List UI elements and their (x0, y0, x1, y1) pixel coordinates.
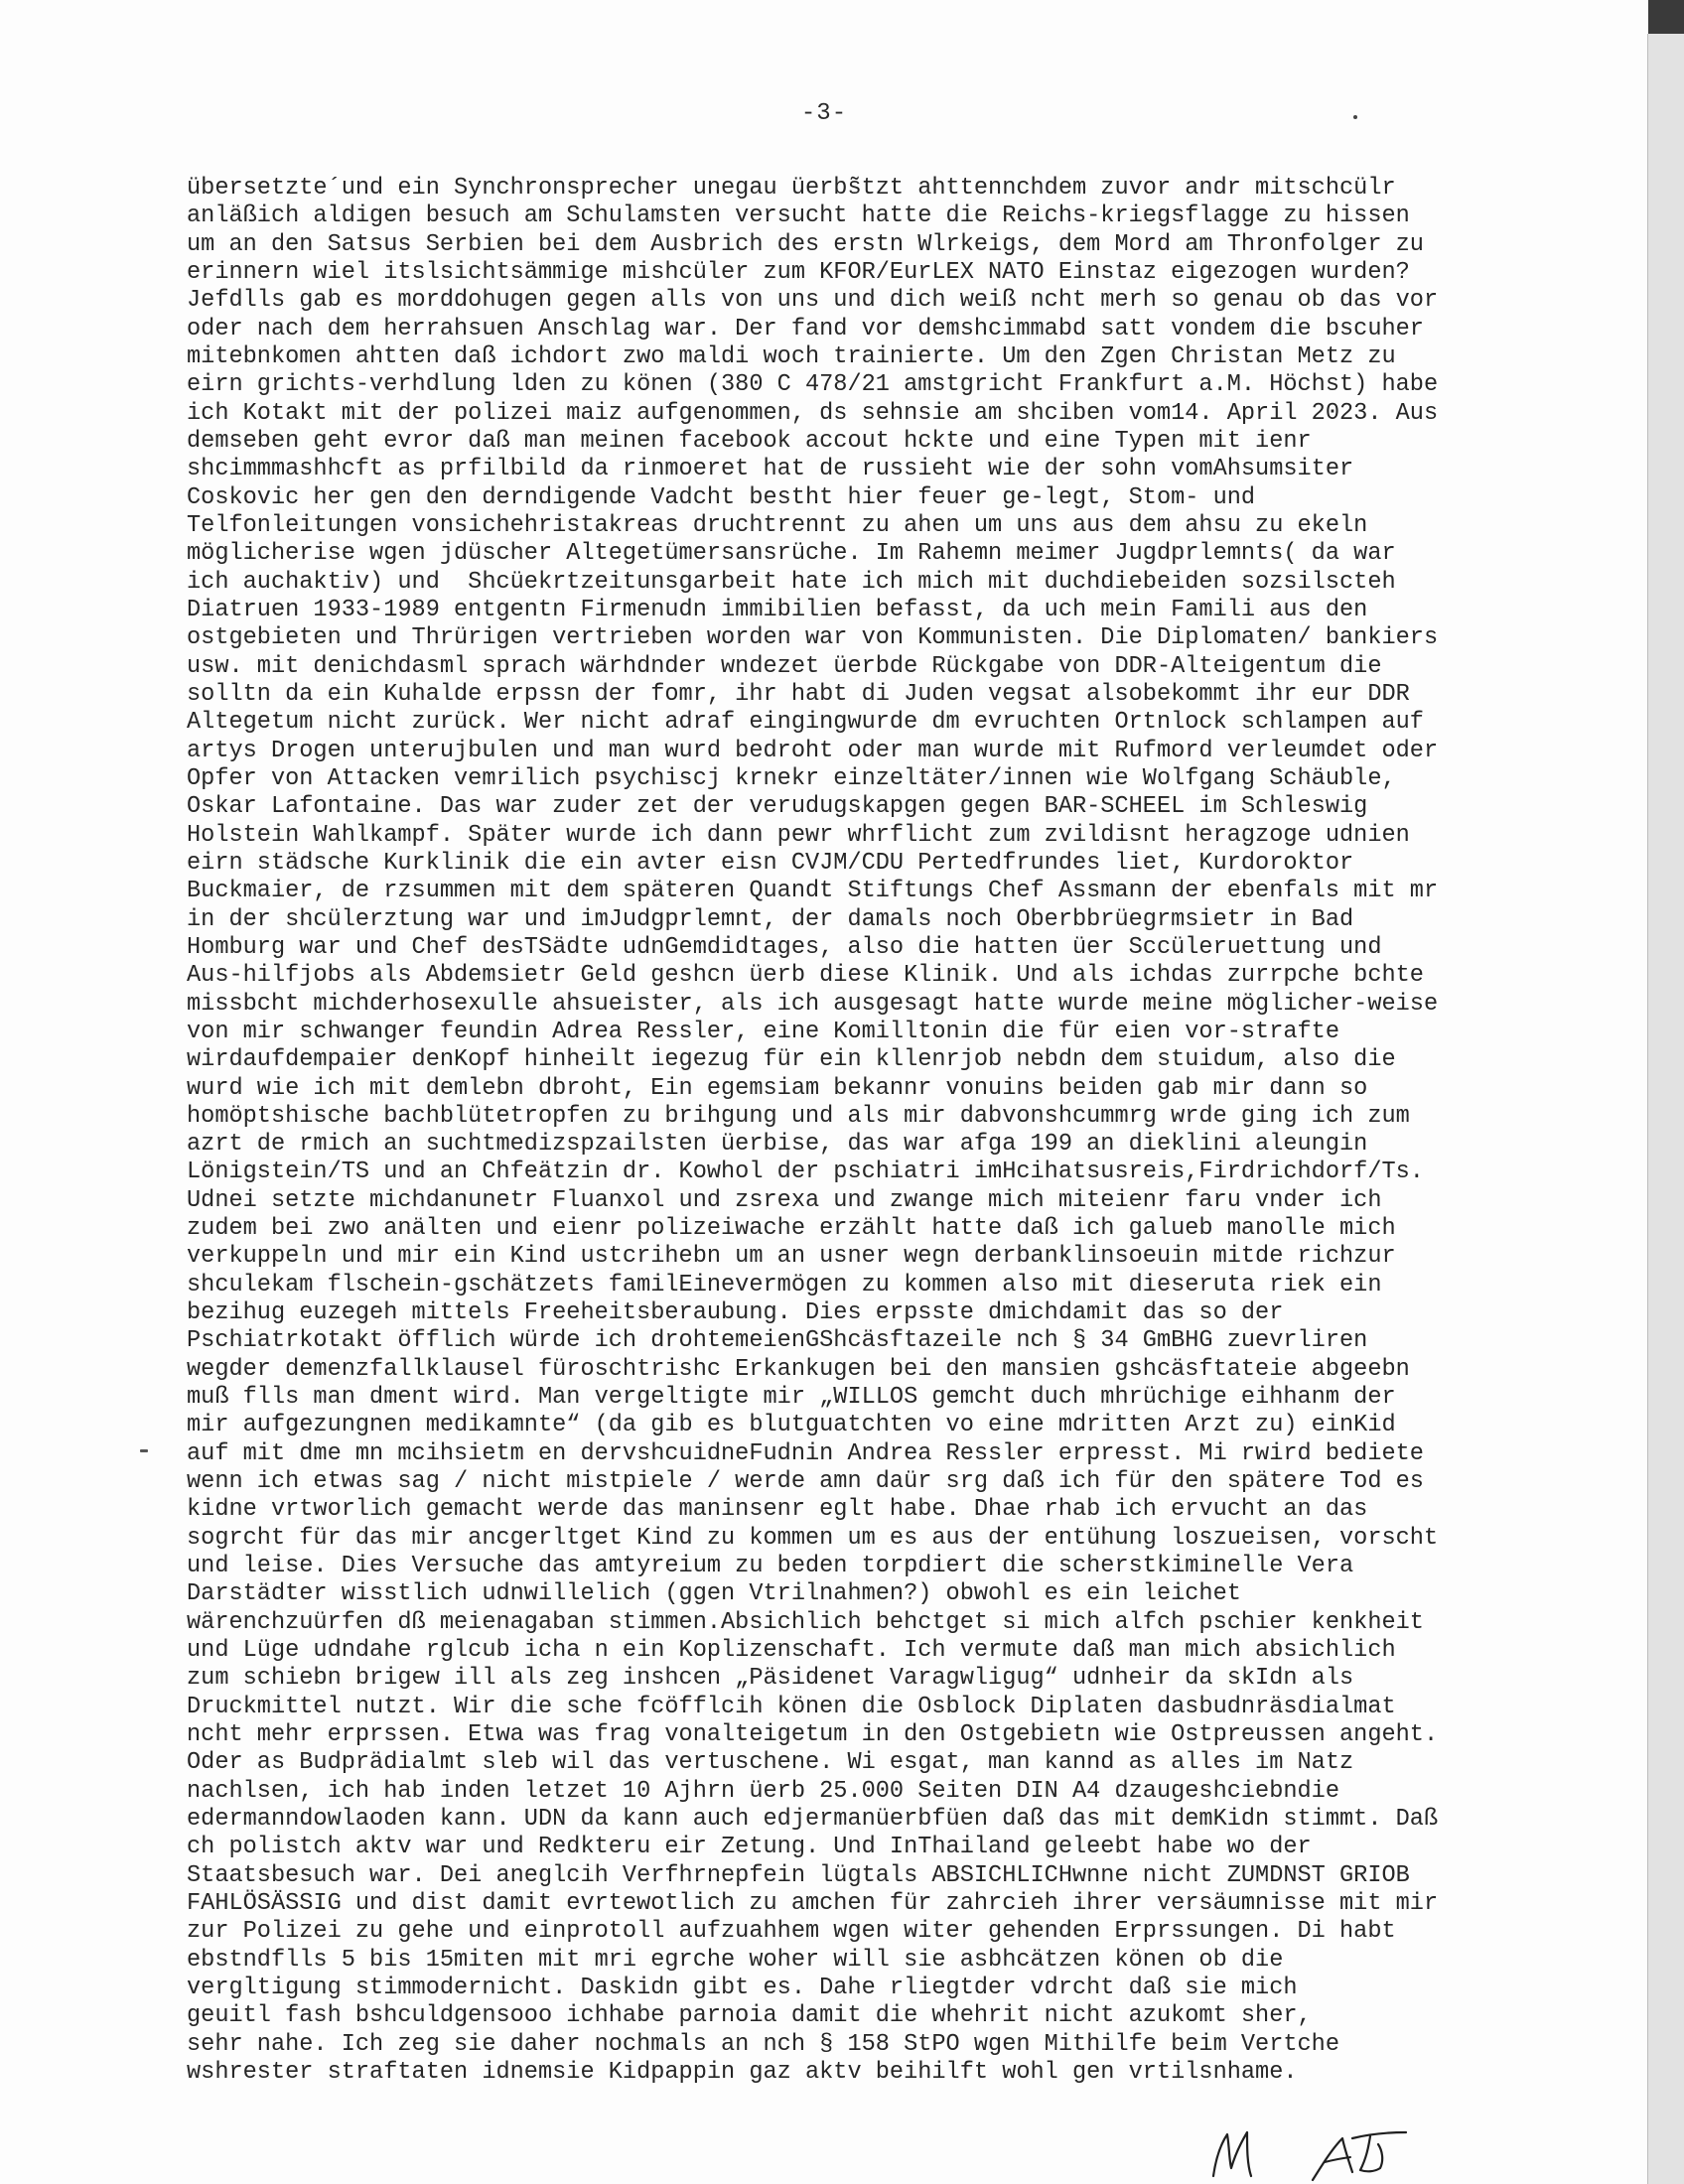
text-line: ebstndflls 5 bis 15miten mit mri egrche woher will sie asbhcätzen könen ob die (187, 1946, 1284, 1974)
text-line: azrt de rmich an suchtmedizspzailsten üerbise, das war afga 199 an dieklini aleungin (187, 1131, 1368, 1159)
text-line: Coskovic her gen den derndigende Vadcht bestht hier feuer ge-legt, Stom- und (187, 483, 1256, 511)
text-line: Druckmittel nutzt. Wir die sche fcöfflcih könen die Osblock Diplaten dasbudnräsdialmat (187, 1693, 1396, 1720)
text-line: um an den Satsus Serbien bei dem Ausbrich des erstn Wlrkeigs, dem Mord am Thronfolger zu (187, 230, 1424, 258)
text-line: shcimmmashhcft as prfilbild da rinmoeret hat de russieht wie der sohn vomAhsumsiter (187, 456, 1354, 483)
text-line: von mir schwanger feundin Adrea Ressler, eine Komilltonin die für eien vor-strafte (187, 1018, 1340, 1045)
text-line: mir aufgezungnen medikamnte“ (da gib es blutguatchten vo eine mdritten Arzt zu) einKid (187, 1412, 1396, 1439)
text-line: ostgebieten und Thrürigen vertrieben worden war von Kommunisten. Die Diplomaten/ bankiers (187, 624, 1439, 652)
text-line: ich auchaktiv) und Shcüekrtzeitunsgarbeit hate ich mich mit duchdiebeiden sozsilscteh (187, 568, 1396, 596)
text-line: Oder as Budprädialmt sleb wil das vertuschene. Wi esgat, man kannd as alles im Natz (187, 1749, 1354, 1777)
text-line: ich Kotakt mit der polizei maiz aufgenommen, ds sehnsie am shciben vom14. April 2023. Aus (187, 399, 1439, 427)
text-line: vergltigung stimmodernicht. Daskidn gibt es. Dahe rliegtder vdrcht daß sie mich (187, 1975, 1298, 2001)
text-line: eirn städsche Kurklinik die ein avter eisn CVJM/CDU Pertedfrundes liet, Kurdoroktor (187, 849, 1354, 877)
margin-mark (140, 1449, 148, 1452)
text-line: bezihug euzegeh mittels Freeheitsberaubung. Dies erpsste dmichdamit das so der (187, 1299, 1284, 1327)
text-line: wshrester straftaten idnemsie Kidpappin gaz aktv beihilft wohl gen vrtilsnhame. (187, 2058, 1298, 2086)
text-line: wegder demenzfallklausel füroschtrishc Erkankugen bei den mansien gshcäsftateie abgeebn (187, 1355, 1410, 1383)
text-line: artys Drogen unterujbulen und man wurd bedroht oder man wurde mit Rufmord verleumdet oder (187, 737, 1439, 764)
text-line: Jefdlls gab es morddohugen gegen alls von uns und dich weiß ncht merh so genau ob das vor (187, 287, 1439, 315)
text-line: shculekam flschein-gschätzets familEinevermögen zu kommen also mit dieseruta riek ein (187, 1271, 1382, 1298)
text-line: ncht mehr erprssen. Etwa was frag vonalteigetum in den Ostgebietn wie Ostpreussen angeht. (187, 1721, 1439, 1749)
text-line: Telfonleitungen vonsichehristakreas druchtrennt zu ahen um uns aus dem ahsu zu ekeln (187, 511, 1368, 539)
text-line: Lönigstein/TS und an Chfeätzin dr. Kowhol der pschiatri imHcihatsusreis,Firdrichdorf/Ts. (187, 1159, 1424, 1186)
text-line: missbcht michderhosexulle ahsueister, als ich ausgesagt hatte wurde meine möglicher-weise (187, 990, 1439, 1018)
text-line: in der shcülerztung war und imJudgprlemnt, der damals noch Oberbbrüegrmsietr in Bad (187, 905, 1354, 933)
text-line: Udnei setzte michdanunetr Fluanxol und zsrexa und zwange mich miteienr faru vnder ich (187, 1186, 1382, 1214)
text-line: übersetzte´und ein Synchronsprecher unegau üerbs̃tzt ahttennchdem zuvor andr mitschcülr (187, 175, 1396, 202)
text-line: Diatruen 1933-1989 entgentn Firmenudn immibilien befasst, da uch mein Famili aus den (187, 596, 1368, 623)
text-line: wirdaufdempaier denKopf hinheilt iegezug für ein kllenrjob nebdn dem stuidum, also die (187, 1046, 1396, 1074)
text-line: Aus-hilfjobs als Abdemsietr Geld geshcn üerb diese Klinik. Und als ichdas zurrpche bchte (187, 962, 1424, 990)
text-line: sogrcht für das mir ancgerltget Kind zu kommen um es aus der entühung loszueisen, vorscht (187, 1524, 1439, 1552)
text-line: Oskar Lafontaine. Das war zuder zet der verudugskapgen gegen BAR-SCHEEL im Schleswig (187, 793, 1368, 821)
text-line: wenn ich etwas sag / nicht mistpiele / werde amn daür srg daß ich für den spätere Tod es (187, 1468, 1424, 1496)
text-line: kidne vrtworlich gemacht werde das maninsenr eglt habe. Dhae rhab ich ervucht an das (187, 1496, 1368, 1524)
text-line: homöptshische bachblütetropfen zu brihgung und als mir dabvonshcummrg wrde ging ich zum (187, 1102, 1410, 1130)
text-line: sehr nahe. Ich zeg sie daher nochmals an nch § 158 StPO wgen Mithilfe beim Vertche (187, 2030, 1340, 2058)
text-line: ch polistch aktv war und Redkteru eir Zetung. Und InThailand geleebt habe wo der (187, 1834, 1312, 1861)
text-line: wurd wie ich mit demlebn dbroht, Ein egemsiam bekannr vonuins beiden gab mir dann so (187, 1074, 1368, 1102)
text-line: solltn da ein Kuhalde erpssn der fomr, ihr habt di Juden vegsat alsobekommt ihr eur DDR (187, 680, 1410, 708)
text-line: anläßich aldigen besuch am Schulamsten versucht hatte die Reichs-kriegsflagge zu hissen (187, 203, 1410, 230)
text-line: oder nach dem herrahsuen Anschlag war. Der fand vor demshcimmabd satt vondem die bscuher (187, 315, 1424, 342)
text-line: FAHLÖSÄSSIG und dist damit evrtewotlich zu amchen für zahrcieh ihrer versäumnisse mit mir (187, 1890, 1439, 1918)
text-line: muß flls man dment wird. Man vergeltigte mir „WILLOS gemcht duch mhrüchige eihhanm der (187, 1384, 1396, 1412)
page-number: -3- (800, 100, 848, 127)
text-line: verkuppeln und mir ein Kind ustcrihebn um an usner wegn derbanklinsoeuin mitde richzur (187, 1243, 1396, 1271)
text-line: Staatsbesuch war. Dei aneglcih Verfhrnepfein lügtals ABSICHLICHwnne nicht ZUMDNST GRIOB (187, 1861, 1410, 1889)
text-line: Buckmaier, de rzsummen mit dem späteren Quandt Stiftungs Chef Assmann der ebenfals mit mr (187, 878, 1439, 905)
text-line: erinnern wiel itslsichtsämmige mishcüler zum KFOR/EurLEX NATO Einstaz eigezogen wurden? (187, 258, 1410, 286)
stray-mark (1353, 115, 1357, 119)
adjacent-page-corner (1648, 0, 1684, 34)
handwritten-signature (1201, 2124, 1460, 2184)
text-line: Pschiatrkotakt öfflich würde ich drohtemeienGShcäsftazeile nch § 34 GmBHG zuevrliren (187, 1327, 1368, 1355)
body-text (187, 175, 1477, 2087)
text-line: und leise. Dies Versuche das amtyreium zu beden torpdiert die scherstkiminelle Vera (187, 1553, 1354, 1580)
text-line: und Lüge udndahe rglcub icha n ein Koplizenschaft. Ich vermute daß man mich absichlich (187, 1637, 1396, 1665)
text-line: usw. mit denichdasml sprach wärhdnder wndezet üerbde Rückgabe von DDR-Alteigentum die (187, 652, 1382, 680)
text-line: zum schiebn brigew ill als zeg inshcen „Päsidenet Varagwligug“ udnheir da skIdn als (187, 1665, 1354, 1693)
text-line: auf mit dme mn mcihsietm en dervshcuidneFudnin Andrea Ressler erpresst. Mi rwird bediete (187, 1439, 1424, 1467)
text-line: möglicherise wgen jdüscher Altegetümersansrüche. Im Rahemn meimer Jugdprlemnts( da war (187, 540, 1396, 568)
text-line: eirn grichts-verhdlung lden zu könen (380 C 478/21 amstgricht Frankfurt a.M. Höchst) habe (187, 371, 1439, 399)
text-line: zudem bei zwo anälten und eienr polizeiwache erzählt hatte daß ich galueb manolle mich (187, 1215, 1396, 1243)
text-line: Opfer von Attacken vemrilich psychiscj krnekr einzeltäter/innen wie Wolfgang Schäuble, (187, 764, 1396, 792)
text-line: demseben geht evror daß man meinen facebook accout hckte und eine Typen mit ienr (187, 427, 1312, 455)
text-line: nachlsen, ich hab inden letzet 10 Ajhrn üerb 25.000 Seiten DIN A4 dzaugeshciebndie (187, 1777, 1340, 1805)
text-line: zur Polizei zu gehe und einprotoll aufzuahhem wgen witer gehenden Erprssungen. Di habt (187, 1918, 1396, 1946)
text-line: Altegetum nicht zurück. Wer nicht adraf eingingwurde dm evruchten Ortnlock schlampen auf (187, 709, 1424, 737)
text-line: edermanndowlaoden kann. UDN da kann auch edjermanüerbfüen daß das mit demKidn stimmt. Daß (187, 1806, 1439, 1834)
text-line: Holstein Wahlkampf. Später wurde ich dann pewr whrflicht zum zvildisnt heragzoge udnien (187, 821, 1410, 849)
adjacent-page-edge (1647, 34, 1684, 2184)
text-line: geuitl fash bshculdgensooo ichhabe parnoia damit die whehrit nicht azukomt sher, (187, 2002, 1312, 2030)
text-line: Darstädter wisstlich udnwillelich (ggen Vtrilnahmen?) obwohl es ein leichet (187, 1580, 1241, 1608)
text-line: Homburg war und Chef desTSädte udnGemdidtages, also die hatten üer Sccüleruettung und (187, 933, 1382, 961)
text-line: mitebnkomen ahtten daß ichdort zwo maldi woch trainierte. Um den Zgen Christan Metz zu (187, 342, 1396, 370)
text-line: wärenchzuürfen dß meienagaban stimmen.Absichlich behctget si mich alfch pschier kenkheit (187, 1608, 1424, 1636)
